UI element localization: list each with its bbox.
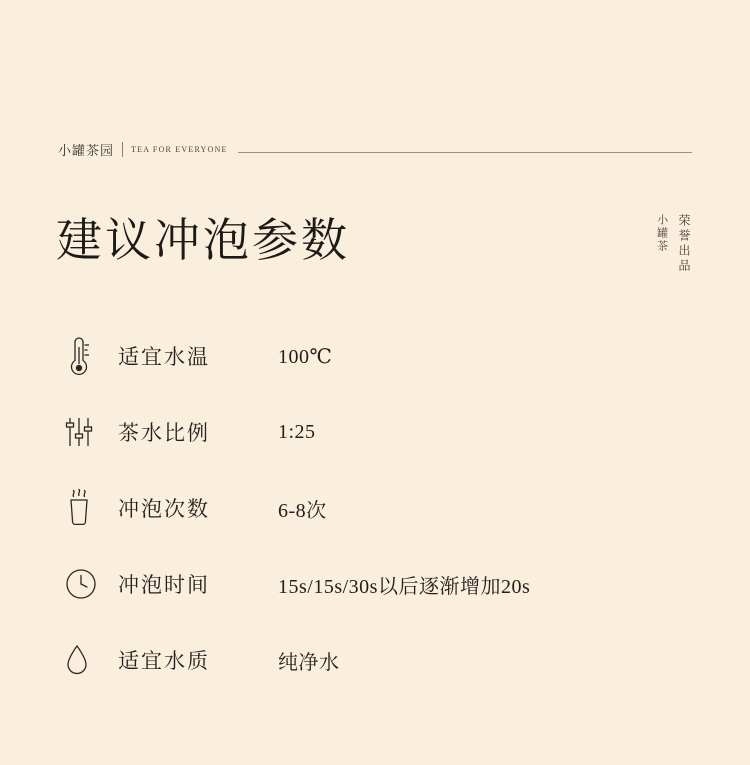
parameter-row [56,470,696,546]
parameter-value: 100℃ [278,345,333,368]
page-header [58,140,692,159]
parameter-row [56,622,696,698]
parameter-value: 1:25 [278,420,316,443]
seal-line-2: 小罐茶 [655,214,668,253]
parameter-label: 冲泡次数 [118,497,210,521]
brand-divider [122,142,123,157]
brand-tagline-en: TEA FOR EVERYONE [131,145,228,154]
brand-name-cn: 小罐茶园 [58,143,115,158]
page-title: 建议冲泡参数 [56,215,350,266]
clock-icon [56,564,118,604]
parameter-value: 15s/15s/30s以后逐渐增加20s [278,575,531,598]
header-rule [238,152,692,153]
brewing-parameter-list [56,318,696,698]
water-drop-icon [56,640,118,680]
parameter-value: 6-8次 [278,499,327,522]
parameter-row [56,318,696,394]
parameter-label: 适宜水温 [118,345,210,369]
thermometer-icon [56,334,118,378]
parameter-label: 适宜水质 [118,649,210,673]
parameter-label: 冲泡时间 [118,573,210,597]
sliders-icon [56,412,118,452]
parameter-row [56,546,696,622]
honor-seal [653,214,692,274]
seal-line-1: 荣誉出品 [677,214,691,274]
parameter-value: 纯净水 [278,651,340,674]
parameter-label: 茶水比例 [118,421,210,445]
parameter-row [56,394,696,470]
teacup-icon [56,486,118,530]
